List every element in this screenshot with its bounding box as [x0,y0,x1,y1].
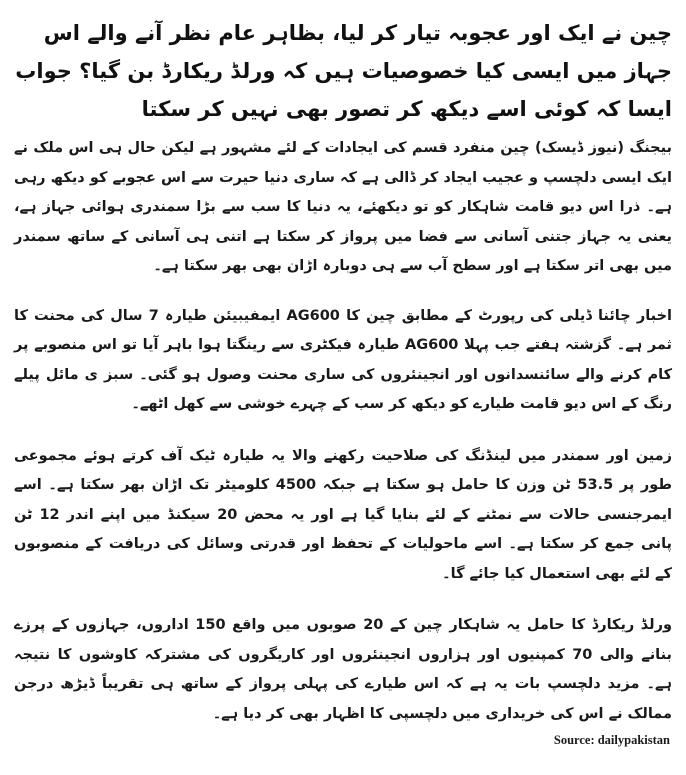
article-paragraph-4: ورلڈ ریکارڈ کا حامل یہ شاہکار چین کے 20 صوبوں میں واقع 150 اداروں، جہازوں کے پرزے بنانے والی 70 کمپنیوں اور ہزاروں انجینئروں اور کاریگروں کی مشترکہ کاوشوں کا نتیجہ ہے۔ مزید دلچسپ بات یہ ہے کہ اس طیارے کی پہلی پرواز کے ساتھ ہی تقریباً ڈیڑھ درجن ممالک نے اس کی خریداری میں دلچسپی کا اظہار بھی کر دیا ہے۔ [14,617,672,722]
article-paragraph-3: زمین اور سمندر میں لینڈنگ کی صلاحیت رکھنے والا یہ طیارہ ٹیک آف کرتے ہوئے مجموعی طور پر 53.5 ٹن وزن کا حامل ہو سکتا ہے جبکہ 4500 کلومیٹر تک اڑان بھر سکتا ہے۔ اسے ایمرجنسی حالات سے نمٹنے کے لئے بنایا گیا ہے اور یہ محض 20 سیکنڈ میں اپنے اندر 12 ٹن پانی جمع کر سکتا ہے۔ اسے ماحولیات کے تحفظ اور قدرتی وسائل کی دریافت کے منصوبوں کے لئے بھی استعمال کیا جائے گا۔ [14,447,672,582]
article-paragraph-2: اخبار چائنا ڈیلی کی رپورٹ کے مطابق چین کا AG600 ایمفیبیئن طیارہ 7 سال کی محنت کا ثمر ہے۔ گزشتہ ہفتے جب پہلا AG600 طیارہ فیکٹری سے رینگتا ہوا باہر آیا تو اس منصوبے پر کام کرنے والے سائنسدانوں اور انجینئروں کی ساری محنت وصول ہو گئی۔ سبز ی مائل پیلے رنگ کے اس دیو قامت طیارے کو دیکھ کر سب کے چہرے خوشی سے کھل اٹھے۔ [14,307,673,412]
article-paragraph-1: بیجنگ (نیوز ڈیسک) چین منفرد قسم کی ایجادات کے لئے مشہور ہے لیکن حال ہی اس ملک نے ایک ایسی دلچسپ و عجیب ایجاد کر ڈالی ہے کہ ساری دنیا حیرت سے اس عجوبے کو دیکھ رہی ہے۔ ذرا اس دیو قامت شاہکار کو تو دیکھئے، یہ دنیا کا سب سے بڑا سمندری ہوائی جہاز ہے، یعنی یہ جہاز جتنی آسانی سے فضا میں پرواز کر سکتا ہے اتنی ہی آسانی کے ساتھ سمندر میں بھی اتر سکتا ہے اور سطح آب سے ہی دوبارہ اڑان بھی بھر سکتا ہے۔ [14,140,672,274]
article-headline: چین نے ایک اور عجوبہ تیار کر لیا، بظاہر عام نظر آنے والے اس جہاز میں ایسی کیا خصوصیات ہیں کہ ورلڈ ریکارڈ بن گیا؟ جواب ایسا کہ کوئی اسے دیکھ کر تصور بھی نہیں کر سکتا [15,21,672,121]
source-credit: Source: dailypakistan [553,733,670,747]
